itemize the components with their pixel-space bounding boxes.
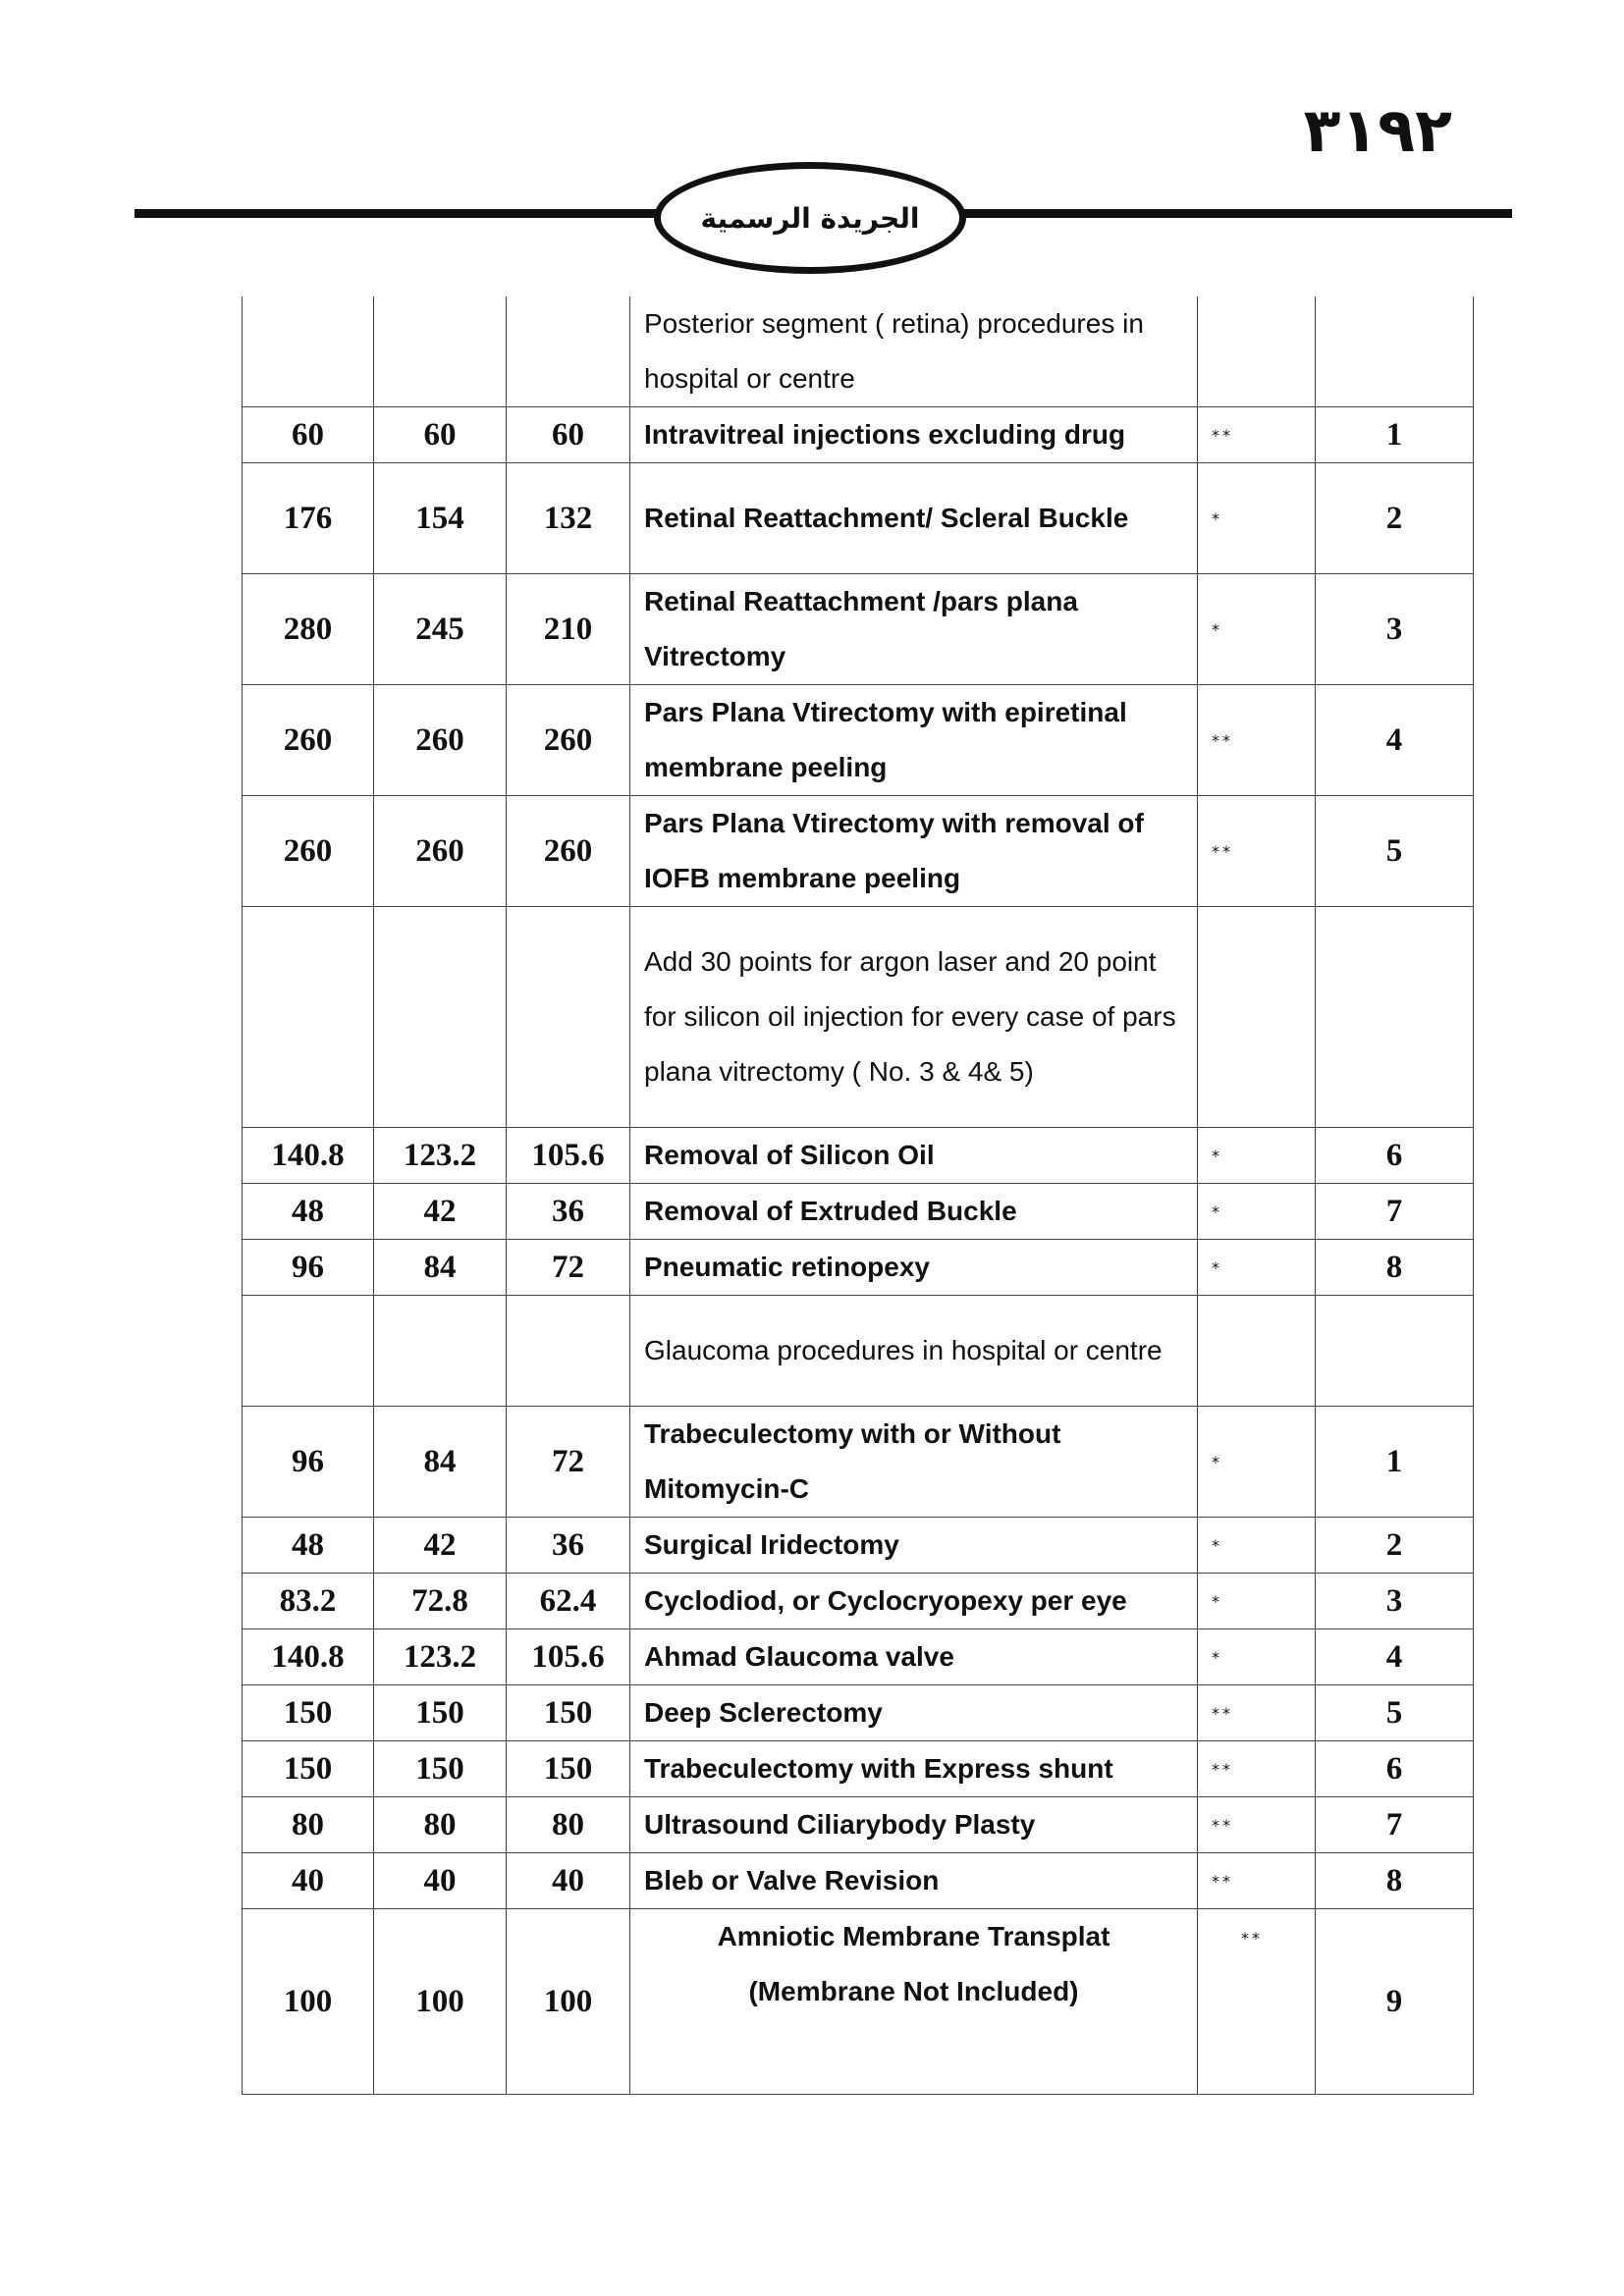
price-cell-3: 72 bbox=[507, 1240, 630, 1296]
price-cell-1: 260 bbox=[243, 796, 374, 907]
price-cell-3: 105.6 bbox=[507, 1629, 630, 1685]
item-number: 2 bbox=[1316, 1518, 1474, 1574]
price-cell-1: 96 bbox=[243, 1407, 374, 1518]
page-number: ٣١٩٢ bbox=[1303, 94, 1452, 166]
category-mark: * bbox=[1198, 574, 1316, 685]
price-cell-3: 260 bbox=[507, 796, 630, 907]
procedure-name: Retinal Reattachment/ Scleral Buckle bbox=[630, 463, 1198, 574]
price-cell-2 bbox=[374, 907, 507, 1128]
price-cell-1: 60 bbox=[243, 407, 374, 463]
category-mark: ** bbox=[1198, 685, 1316, 796]
price-cell-3: 60 bbox=[507, 407, 630, 463]
table-row bbox=[243, 1741, 1474, 1797]
category-mark: * bbox=[1198, 1128, 1316, 1184]
price-cell-3: 40 bbox=[507, 1853, 630, 1909]
table-row bbox=[243, 463, 1474, 574]
price-cell-1: 80 bbox=[243, 1797, 374, 1853]
category-mark: ** bbox=[1198, 1909, 1316, 2095]
procedure-name: Trabeculectomy with or Without Mitomycin-C bbox=[630, 1407, 1198, 1518]
price-cell-1 bbox=[243, 296, 374, 407]
table-row bbox=[243, 1685, 1474, 1741]
price-cell-3 bbox=[507, 296, 630, 407]
price-cell-2: 260 bbox=[374, 796, 507, 907]
table-row bbox=[243, 1853, 1474, 1909]
table-row bbox=[243, 1128, 1474, 1184]
price-cell-2: 80 bbox=[374, 1797, 507, 1853]
item-number: 1 bbox=[1316, 407, 1474, 463]
price-cell-2: 123.2 bbox=[374, 1128, 507, 1184]
category-mark bbox=[1198, 296, 1316, 407]
price-cell-3: 150 bbox=[507, 1685, 630, 1741]
category-mark: ** bbox=[1198, 796, 1316, 907]
price-cell-3: 72 bbox=[507, 1407, 630, 1518]
procedure-name: Removal of Extruded Buckle bbox=[630, 1184, 1198, 1240]
price-cell-2: 60 bbox=[374, 407, 507, 463]
price-cell-3: 210 bbox=[507, 574, 630, 685]
table-row bbox=[243, 1184, 1474, 1240]
category-mark bbox=[1198, 907, 1316, 1128]
category-mark: * bbox=[1198, 1240, 1316, 1296]
item-number: 3 bbox=[1316, 1574, 1474, 1629]
item-number bbox=[1316, 907, 1474, 1128]
price-cell-1: 150 bbox=[243, 1685, 374, 1741]
item-number: 8 bbox=[1316, 1853, 1474, 1909]
procedure-fee-table bbox=[242, 296, 1474, 2095]
price-cell-3 bbox=[507, 907, 630, 1128]
procedure-name: Pars Plana Vtirectomy with removal of IOFB membrane peeling bbox=[630, 796, 1198, 907]
procedure-name: Pars Plana Vtirectomy with epiretinal membrane peeling bbox=[630, 685, 1198, 796]
category-mark bbox=[1198, 1296, 1316, 1407]
table-row bbox=[243, 407, 1474, 463]
table-row bbox=[243, 685, 1474, 796]
price-cell-2: 150 bbox=[374, 1685, 507, 1741]
price-cell-1: 48 bbox=[243, 1184, 374, 1240]
procedure-name: Bleb or Valve Revision bbox=[630, 1853, 1198, 1909]
item-number: 9 bbox=[1316, 1909, 1474, 2095]
price-cell-2: 100 bbox=[374, 1909, 507, 2095]
item-number: 4 bbox=[1316, 1629, 1474, 1685]
procedure-name: Ultrasound Ciliarybody Plasty bbox=[630, 1797, 1198, 1853]
category-mark: * bbox=[1198, 1518, 1316, 1574]
category-mark: ** bbox=[1198, 1741, 1316, 1797]
procedure-name: Removal of Silicon Oil bbox=[630, 1128, 1198, 1184]
price-cell-3: 105.6 bbox=[507, 1128, 630, 1184]
price-cell-2: 72.8 bbox=[374, 1574, 507, 1629]
price-cell-1: 140.8 bbox=[243, 1629, 374, 1685]
category-mark: * bbox=[1198, 1629, 1316, 1685]
price-cell-1 bbox=[243, 907, 374, 1128]
procedure-name: Cyclodiod, or Cyclocryopexy per eye bbox=[630, 1574, 1198, 1629]
category-mark: ** bbox=[1198, 1853, 1316, 1909]
table-row-section-header bbox=[243, 1296, 1474, 1407]
item-number: 7 bbox=[1316, 1184, 1474, 1240]
price-cell-3: 36 bbox=[507, 1184, 630, 1240]
price-cell-2: 40 bbox=[374, 1853, 507, 1909]
item-number: 3 bbox=[1316, 574, 1474, 685]
gazette-title-oval bbox=[654, 162, 966, 274]
category-mark: ** bbox=[1198, 407, 1316, 463]
procedure-name: Retinal Reattachment /pars plana Vitrectomy bbox=[630, 574, 1198, 685]
price-cell-2: 42 bbox=[374, 1184, 507, 1240]
table-row-note bbox=[243, 907, 1474, 1128]
price-cell-3: 132 bbox=[507, 463, 630, 574]
table-row bbox=[243, 1407, 1474, 1518]
price-cell-3 bbox=[507, 1296, 630, 1407]
category-mark: * bbox=[1198, 1574, 1316, 1629]
item-number: 6 bbox=[1316, 1741, 1474, 1797]
table-row bbox=[243, 1909, 1474, 2095]
procedure-name: Pneumatic retinopexy bbox=[630, 1240, 1198, 1296]
table-row bbox=[243, 1240, 1474, 1296]
price-cell-2: 245 bbox=[374, 574, 507, 685]
price-cell-1: 100 bbox=[243, 1909, 374, 2095]
item-number: 2 bbox=[1316, 463, 1474, 574]
price-cell-2: 154 bbox=[374, 463, 507, 574]
price-cell-1: 176 bbox=[243, 463, 374, 574]
table-row bbox=[243, 1518, 1474, 1574]
price-cell-1: 280 bbox=[243, 574, 374, 685]
price-cell-1: 140.8 bbox=[243, 1128, 374, 1184]
price-cell-1: 260 bbox=[243, 685, 374, 796]
price-cell-3: 260 bbox=[507, 685, 630, 796]
category-mark: * bbox=[1198, 1407, 1316, 1518]
price-cell-2 bbox=[374, 1296, 507, 1407]
gazette-title: الجريدة الرسمية bbox=[700, 201, 920, 235]
procedure-name: Surgical Iridectomy bbox=[630, 1518, 1198, 1574]
section-title: Glaucoma procedures in hospital or centre bbox=[630, 1296, 1198, 1407]
price-cell-2 bbox=[374, 296, 507, 407]
price-cell-2: 123.2 bbox=[374, 1629, 507, 1685]
price-cell-2: 260 bbox=[374, 685, 507, 796]
price-cell-3: 62.4 bbox=[507, 1574, 630, 1629]
table-row bbox=[243, 1797, 1474, 1853]
section-title: Posterior segment ( retina) procedures in hospital or centre bbox=[630, 296, 1198, 407]
price-cell-1: 150 bbox=[243, 1741, 374, 1797]
table-row bbox=[243, 1629, 1474, 1685]
procedure-name: Deep Sclerectomy bbox=[630, 1685, 1198, 1741]
price-cell-2: 42 bbox=[374, 1518, 507, 1574]
item-number bbox=[1316, 296, 1474, 407]
price-cell-2: 84 bbox=[374, 1240, 507, 1296]
table-row bbox=[243, 796, 1474, 907]
procedure-name: Amniotic Membrane Transplat (Membrane Not Included) bbox=[630, 1909, 1198, 2095]
price-cell-3: 36 bbox=[507, 1518, 630, 1574]
item-number: 6 bbox=[1316, 1128, 1474, 1184]
price-cell-2: 150 bbox=[374, 1741, 507, 1797]
table-row-section-header bbox=[243, 296, 1474, 407]
price-cell-1: 48 bbox=[243, 1518, 374, 1574]
table-row bbox=[243, 1574, 1474, 1629]
price-cell-1: 83.2 bbox=[243, 1574, 374, 1629]
price-cell-3: 100 bbox=[507, 1909, 630, 2095]
category-mark: * bbox=[1198, 1184, 1316, 1240]
item-number: 4 bbox=[1316, 685, 1474, 796]
item-number: 5 bbox=[1316, 1685, 1474, 1741]
item-number: 7 bbox=[1316, 1797, 1474, 1853]
item-number: 8 bbox=[1316, 1240, 1474, 1296]
category-mark: ** bbox=[1198, 1797, 1316, 1853]
item-number: 5 bbox=[1316, 796, 1474, 907]
price-cell-1 bbox=[243, 1296, 374, 1407]
category-mark: ** bbox=[1198, 1685, 1316, 1741]
category-mark: * bbox=[1198, 463, 1316, 574]
price-cell-1: 40 bbox=[243, 1853, 374, 1909]
price-cell-1: 96 bbox=[243, 1240, 374, 1296]
price-cell-3: 150 bbox=[507, 1741, 630, 1797]
item-number bbox=[1316, 1296, 1474, 1407]
item-number: 1 bbox=[1316, 1407, 1474, 1518]
procedure-name: Trabeculectomy with Express shunt bbox=[630, 1741, 1198, 1797]
table-row bbox=[243, 574, 1474, 685]
price-cell-2: 84 bbox=[374, 1407, 507, 1518]
procedure-name: Ahmad Glaucoma valve bbox=[630, 1629, 1198, 1685]
procedure-name: Intravitreal injections excluding drug bbox=[630, 407, 1198, 463]
vitrectomy-note: Add 30 points for argon laser and 20 point for silicon oil injection for every case of pars plana vitrectomy ( No. 3 & 4& 5) bbox=[630, 907, 1198, 1128]
price-cell-3: 80 bbox=[507, 1797, 630, 1853]
